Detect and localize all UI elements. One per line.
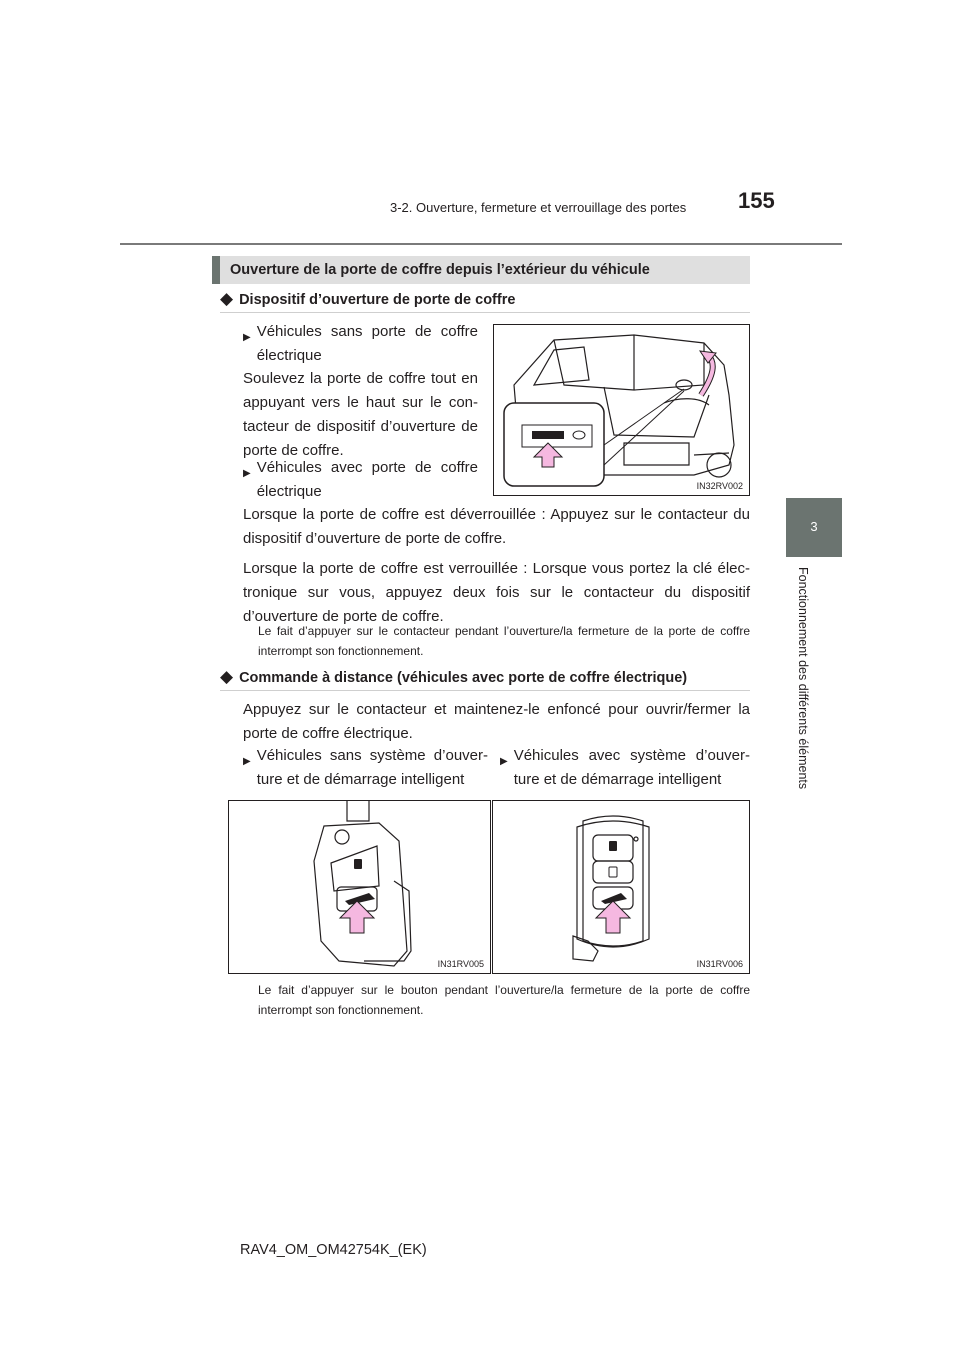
triangle-bullet-icon: ▶ [243,756,251,767]
diamond-icon: ◆ [220,667,234,686]
header-section-title: 3-2. Ouverture, fermeture et verrouillage des portes [390,200,687,215]
subsection-rule [220,690,750,691]
smart-key-illustration [493,801,750,974]
subsection-title: Commande à distance (véhicules avec porte de coffre électrique) [239,670,688,686]
subsection-rule [220,312,750,313]
page-number: 155 [738,188,775,213]
flip-key-illustration [229,801,491,974]
figure-id: IN32RV002 [696,481,743,491]
bullet-item [500,744,750,792]
figure-id: IN31RV006 [696,959,743,969]
bullet-text: Véhicules sans système d’ouver-ture et de démarrage intelligent [256,747,488,788]
car-rear-illustration [494,325,750,496]
paragraph: Soulevez la porte de coffre tout en appuyant vers le haut sur le con-tacteur de dispositif d’ouverture de porte de coffre. [243,370,478,459]
figure-id: IN31RV005 [437,959,484,969]
triangle-bullet-icon: ▶ [243,468,251,479]
figure-smart-key [492,800,750,974]
paragraph: Lorsque la porte de coffre est déverrouillée : Appuyez sur le contacteur du dispositif d’ouverture de porte de coffre. [243,506,750,547]
diamond-icon: ◆ [220,289,234,308]
subsection-heading [220,668,750,687]
chapter-number: 3 [810,519,818,534]
document-code: RAV4_OM_OM42754K_(EK) [240,1242,427,1258]
subsection-heading [220,290,750,309]
note-text: Le fait d’appuyer sur le bouton pendant l’ouverture/la fermeture de la porte de coffre interrompt son fonctionnement. [258,983,750,1017]
bullet-text: Véhicules avec porte de coffre électrique [256,459,478,500]
section-title: Ouverture de la porte de coffre depuis l’extérieur du véhicule [230,262,650,278]
bullet-item [243,320,478,368]
bullet-item [243,744,488,792]
paragraph: Appuyez sur le contacteur et maintenez-le enfoncé pour ouvrir/fermer la porte de coffre électrique. [243,701,750,742]
bullet-text: Véhicules avec système d’ouver-ture et de démarrage intelligent [513,747,750,788]
section-heading-bar [212,256,750,284]
chapter-tab [786,498,842,557]
triangle-bullet-icon: ▶ [243,332,251,343]
paragraph: Lorsque la porte de coffre est verrouillée : Lorsque vous portez la clé élec-tronique sur vous, appuyez deux fois sur le contacteur du dispositif d’ouverture de porte de coffre. [243,560,750,625]
header-rule [120,243,842,245]
bullet-text: Véhicules sans porte de coffre électrique [256,323,478,364]
chapter-title-vertical: Fonctionnement des différents éléments [796,567,810,790]
bullet-item [243,456,478,504]
figure-flip-key [228,800,491,974]
figure-tailgate-opener [493,324,750,496]
subsection-title: Dispositif d’ouverture de porte de coffre [239,292,516,308]
triangle-bullet-icon: ▶ [500,756,508,767]
note-text: Le fait d’appuyer sur le contacteur pendant l’ouverture/la fermeture de la porte de coffre interrompt son fonctionnement. [258,624,750,658]
